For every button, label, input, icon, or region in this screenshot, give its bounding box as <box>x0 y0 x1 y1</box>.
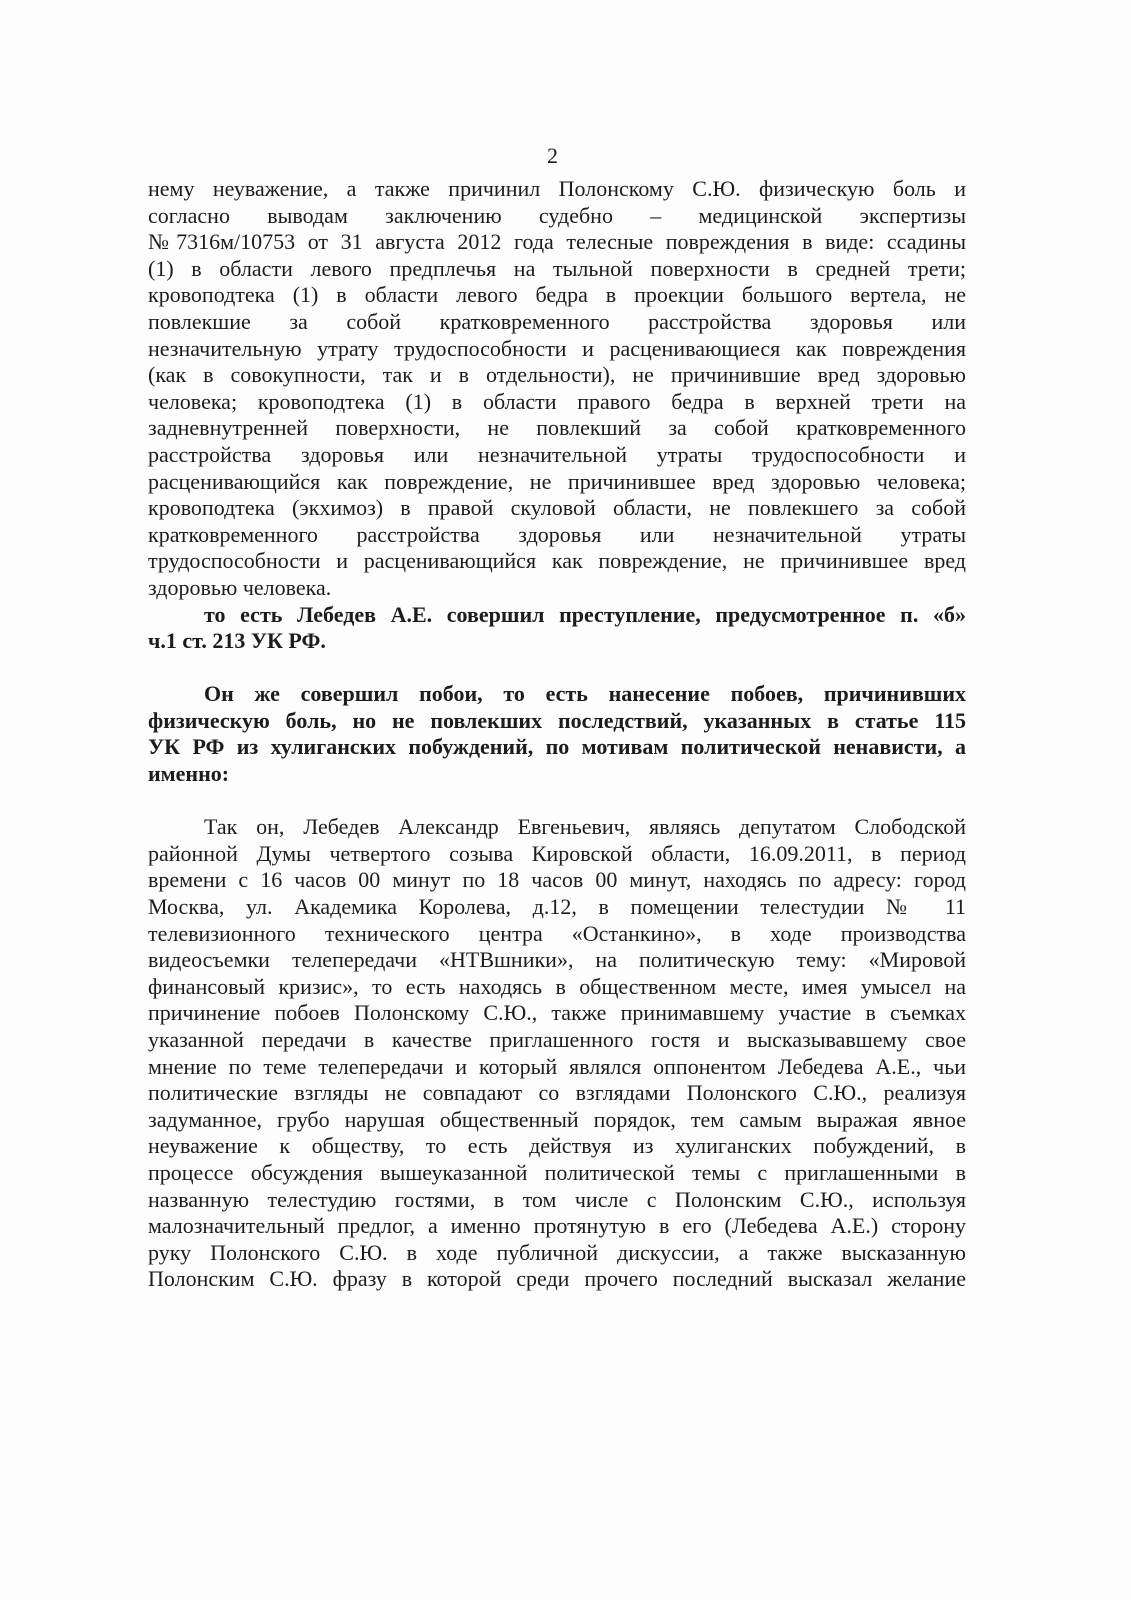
text-line: руку Полонского С.Ю. в ходе публичной дискуссии, а также высказанную <box>148 1239 966 1265</box>
page-number: 2 <box>547 143 558 168</box>
text-line: (как в совокупности, так и в отдельности), не причинившие вред здоровью <box>148 362 966 388</box>
text-line: именно: <box>148 761 230 787</box>
text-line: политические взгляды не совпадают со взглядами Полонского С.Ю., реализуя <box>148 1080 966 1106</box>
paragraph-injuries <box>148 176 966 602</box>
text-line: ч.1 ст. 213 УК РФ. <box>148 628 326 654</box>
text-line: Он же совершил побои, то есть нанесение побоев, причинивших <box>204 681 966 707</box>
charge-heading <box>148 681 966 787</box>
text-line: согласно выводам заключению судебно – медицинской экспертизы <box>148 202 966 228</box>
text-line: №7316м/10753 от 31 августа 2012 года телесные повреждения в виде: ссадины <box>148 229 966 255</box>
text-line: Полонским С.Ю. фразу в которой среди прочего последний высказал желание <box>148 1266 966 1292</box>
text-line: то есть Лебедев А.Е. совершил преступление, предусмотренное п. «б» <box>204 601 966 627</box>
document-body <box>148 176 966 1293</box>
text-line: времени с 16 часов 00 минут по 18 часов 00 минут, находясь по адресу: город <box>148 867 966 893</box>
text-line: кратковременного расстройства здоровья или незначительной утраты <box>148 521 966 547</box>
text-line: причинение побоев Полонскому С.Ю., также принимавшему участие в съемках <box>148 1000 966 1026</box>
text-line: нему неуважение, а также причинил Полонскому С.Ю. физическую боль и <box>148 176 966 201</box>
text-line: процессе обсуждения вышеуказанной политической темы с приглашенными в <box>148 1159 966 1185</box>
text-line: расценивающийся как повреждение, не причинившее вред здоровью человека; <box>148 468 966 494</box>
text-line: человека; кровоподтека (1) в области правого бедра в верхней трети на <box>148 388 966 414</box>
text-line: малозначительный предлог, а именно протянутую в его (Лебедева А.Е.) сторону <box>148 1213 966 1239</box>
text-line: (1) в области левого предплечья на тыльной поверхности в средней трети; <box>148 255 966 281</box>
text-line: повлекшие за собой кратковременного расстройства здоровья или <box>148 308 966 334</box>
text-line: неуважение к обществу, то есть действуя из хулиганских побуждений, в <box>148 1133 966 1159</box>
paragraph-events <box>148 814 966 1293</box>
text-line: задневнутренней поверхности, не повлекший за собой кратковременного <box>148 415 966 441</box>
text-line: телевизионного технического центра «Останкино», в ходе производства <box>148 920 966 946</box>
text-line: УК РФ из хулиганских побуждений, по мотивам политической ненависти, а <box>148 734 966 760</box>
text-line: задуманное, грубо нарушая общественный порядок, тем самым выражая явное <box>148 1106 966 1132</box>
text-line: видеосъемки телепередачи «НТВшники», на политическую тему: «Мировой <box>148 947 966 973</box>
text-line: здоровью человека. <box>148 574 332 600</box>
text-line: расстройства здоровья или незначительной утраты трудоспособности и <box>148 441 966 467</box>
text-line: районной Думы четвертого созыва Кировской области, 16.09.2011, в период <box>148 840 966 866</box>
text-line: кровоподтека (экхимоз) в правой скуловой области, не повлекшего за собой <box>148 495 966 521</box>
text-line: кровоподтека (1) в области левого бедра в проекции большого вертела, не <box>148 282 966 308</box>
text-line: незначительную утрату трудоспособности и расценивающиеся как повреждения <box>148 335 966 361</box>
text-line: Так он, Лебедев Александр Евгеньевич, являясь депутатом Слободской <box>204 814 966 840</box>
text-line: названную телестудию гостями, в том числе с Полонским С.Ю., используя <box>148 1186 966 1212</box>
text-line: физическую боль, но не повлекших последствий, указанных в статье 115 <box>148 707 966 733</box>
text-line: мнение по теме телепередачи и который являлся оппонентом Лебедева А.Е., чьи <box>148 1053 966 1079</box>
text-line: указанной передачи в качестве приглашенного гостя и высказывавшему свое <box>148 1027 966 1052</box>
text-line: Москва, ул. Академика Королева, д.12, в помещении телестудии № 11 <box>148 894 966 920</box>
paragraph-spacer <box>148 655 966 682</box>
text-line: финансовый кризис», то есть находясь в общественном месте, имея умысел на <box>148 973 966 999</box>
conclusion-paragraph <box>148 602 966 655</box>
paragraph-spacer <box>148 788 966 815</box>
text-line: трудоспособности и расценивающийся как повреждение, не причинившее вред <box>148 548 966 574</box>
